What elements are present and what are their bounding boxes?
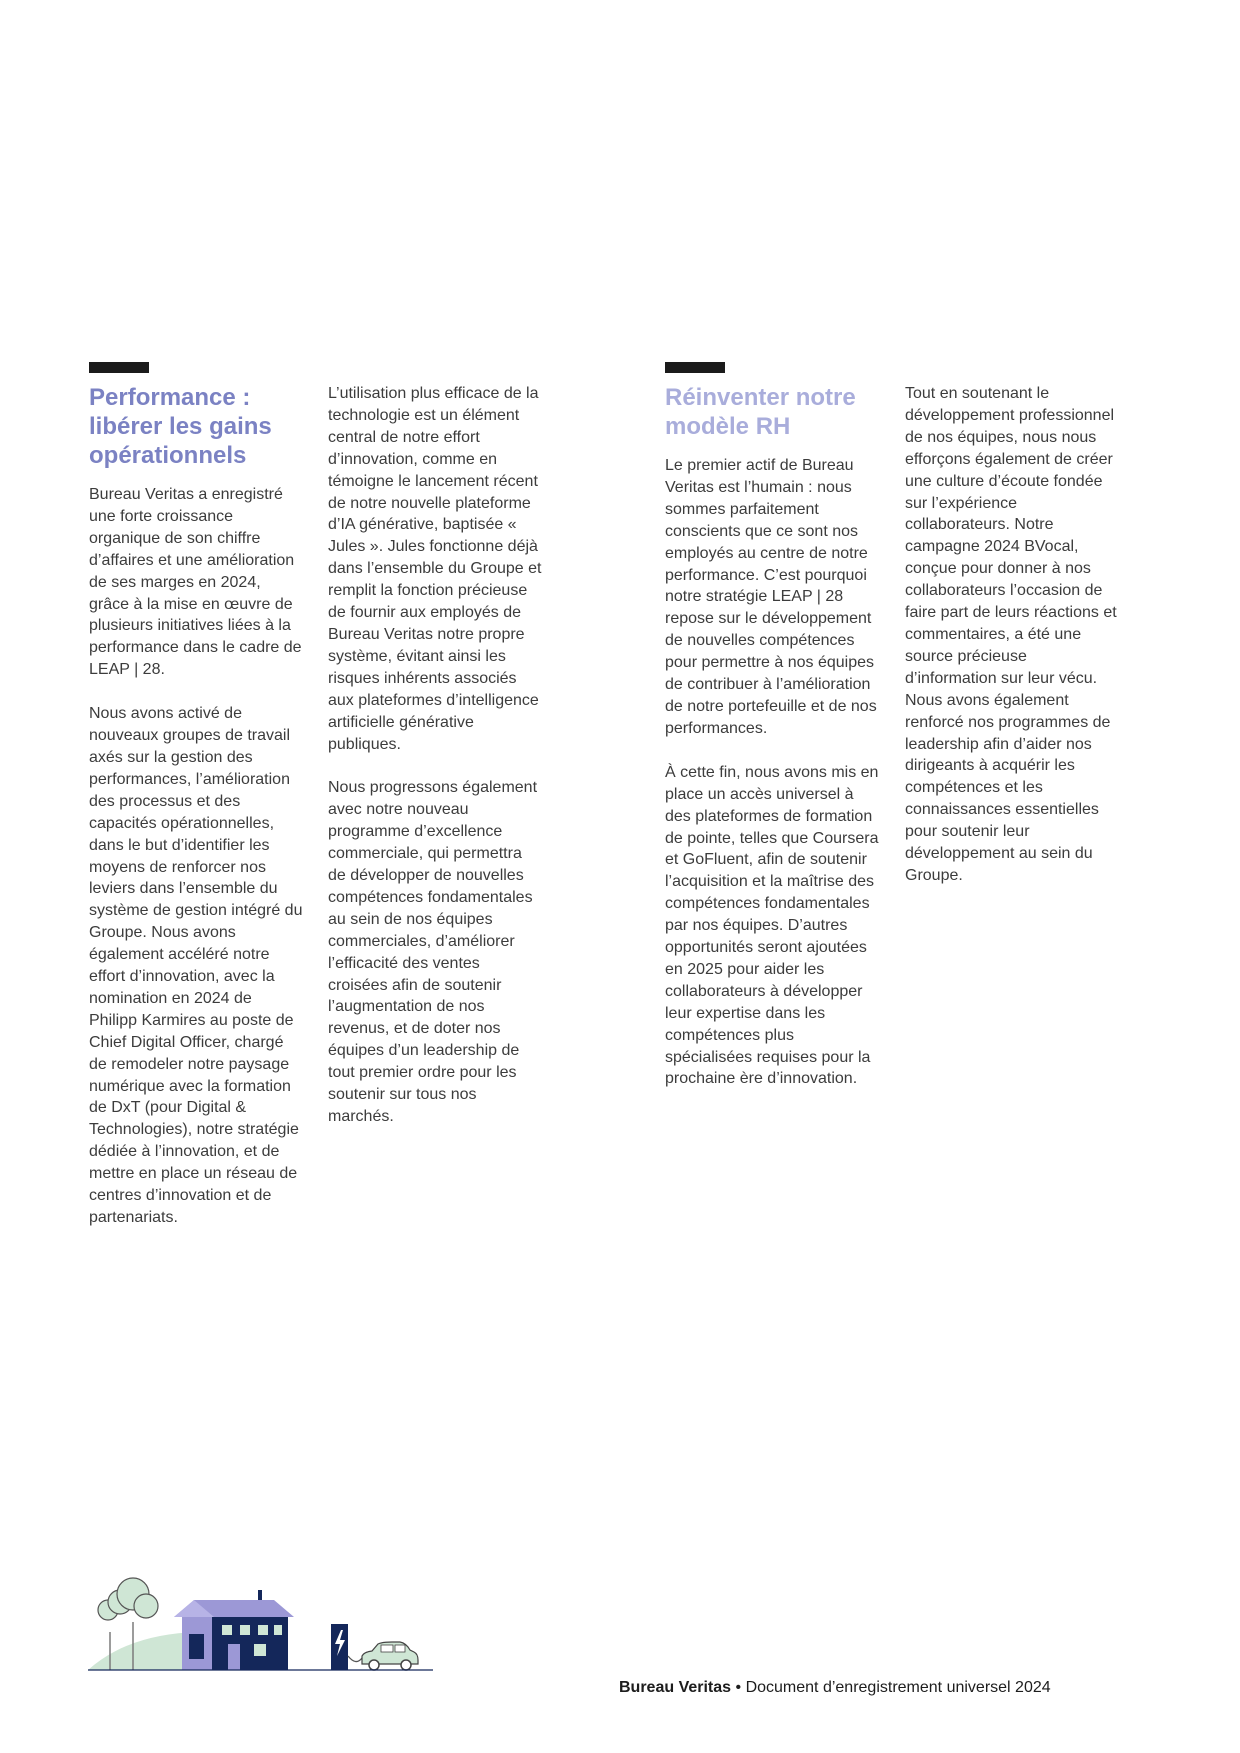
footer-separator: • [735,1679,742,1696]
column-4 [905,383,1119,909]
page-footer [619,1679,1051,1697]
rh-paragraph-2: À cette fin, nous avons mis en place un accès universel à des plateformes de formation de pointe, telles que Coursera et GoFluent, afin de soutenir l’acquisition et la maîtrise des compétences fondamentales par nos équipes. D’autres opportunités seront ajoutées en 2025 pour aider les collaborateurs à développer leur expertise dans les compétences plus spécialisées requises pour la prochaine ère d’innovation. [665,763,879,1088]
house-ev-illustration [88,1572,433,1672]
column-2 [328,383,542,1150]
performance-paragraph-2: Nous avons activé de nouveaux groupes de travail axés sur la gestion des performances, l’amélioration des processus et des capacités opérationnelles, dans le but d’identifier les moyens de renforcer nos leviers dans l’ensemble du système de gestion intégré du Groupe. Nous avons également accéléré notre effort d’innovation, avec la nomination en 2024 de Philipp Karmires au poste de Chief Digital Officer, chargé de remodeler notre paysage numérique avec la formation de DxT (pour Digital & Technologies), notre stratégie dédiée à l’innovation, et de mettre en place un réseau de centres d’innovation et de partenariats. [89,705,303,1226]
column-1 [89,383,303,1251]
electric-car-icon [362,1642,418,1670]
performance-paragraph-4: Nous progressons également avec notre nouveau programme d’excellence commerciale, qui permettra de développer de nouvelles compétences fondamentales au sein de nos équipes commerciales, d’améliorer l’efficacité des ventes croisées afin de soutenir l’augmentation de nos revenus, et de doter nos équipes d’un leadership de tout premier ordre pour les soutenir sur tous nos marchés. [328,779,538,1125]
rh-paragraph-1: Le premier actif de Bureau Veritas est l’humain : nous sommes parfaitement conscients que ce sont nos employés au centre de notre performance. C’est pourquoi notre stratégie LEAP | 28 repose sur le développement de nouvelles compétences pour permettre à nos équipes de contribuer à l’amélioration de notre portefeuille et de nos performances. [665,457,877,737]
house-icon [174,1590,294,1670]
footer-document-title: Document d’enregistrement universel 2024 [745,1679,1051,1696]
performance-heading: Performance : libérer les gains opérationnels [89,384,272,469]
performance-paragraph-1: Bureau Veritas a enregistré une forte croissance organique de son chiffre d’affaires et une amélioration de ses marges en 2024, grâce à la mise en œuvre de plusieurs initiatives liées à la performance dans le cadre de LEAP | 28. [89,486,302,679]
section-marker-bar [665,362,725,373]
rh-paragraph-3: Tout en soutenant le développement professionnel de nos équipes, nous nous efforçons également de créer une culture d’écoute fondée sur l’expérience collaborateurs. Notre campagne 2024 BVocal, conçue pour donner à nos collaborateurs l’occasion de faire part de leurs réactions et commentaires, a été une source précieuse d’information sur leur vécu. Nous avons également renforcé nos programmes de leadership afin d’aider nos dirigeants à acquérir les compétences et les connaissances essentielles pour soutenir leur développement au sein du Groupe. [905,385,1117,884]
ev-charger-icon [331,1624,362,1670]
footer-brand: Bureau Veritas [619,1679,732,1696]
column-3 [665,383,879,1112]
section-marker-bar [89,362,149,373]
performance-paragraph-3: L’utilisation plus efficace de la technologie est un élément central de notre effort d’innovation, comme en témoigne le lancement récent de notre nouvelle plateforme d’IA générative, baptisée « Jules ». Jules fonctionne déjà dans l’ensemble du Groupe et remplit la fonction précieuse de fournir aux employés de Bureau Veritas notre propre système, évitant ainsi les risques inhérents associés aux plateformes d’intelligence artificielle générative publiques. [328,385,542,753]
rh-heading: Réinventer notre modèle RH [665,384,856,440]
